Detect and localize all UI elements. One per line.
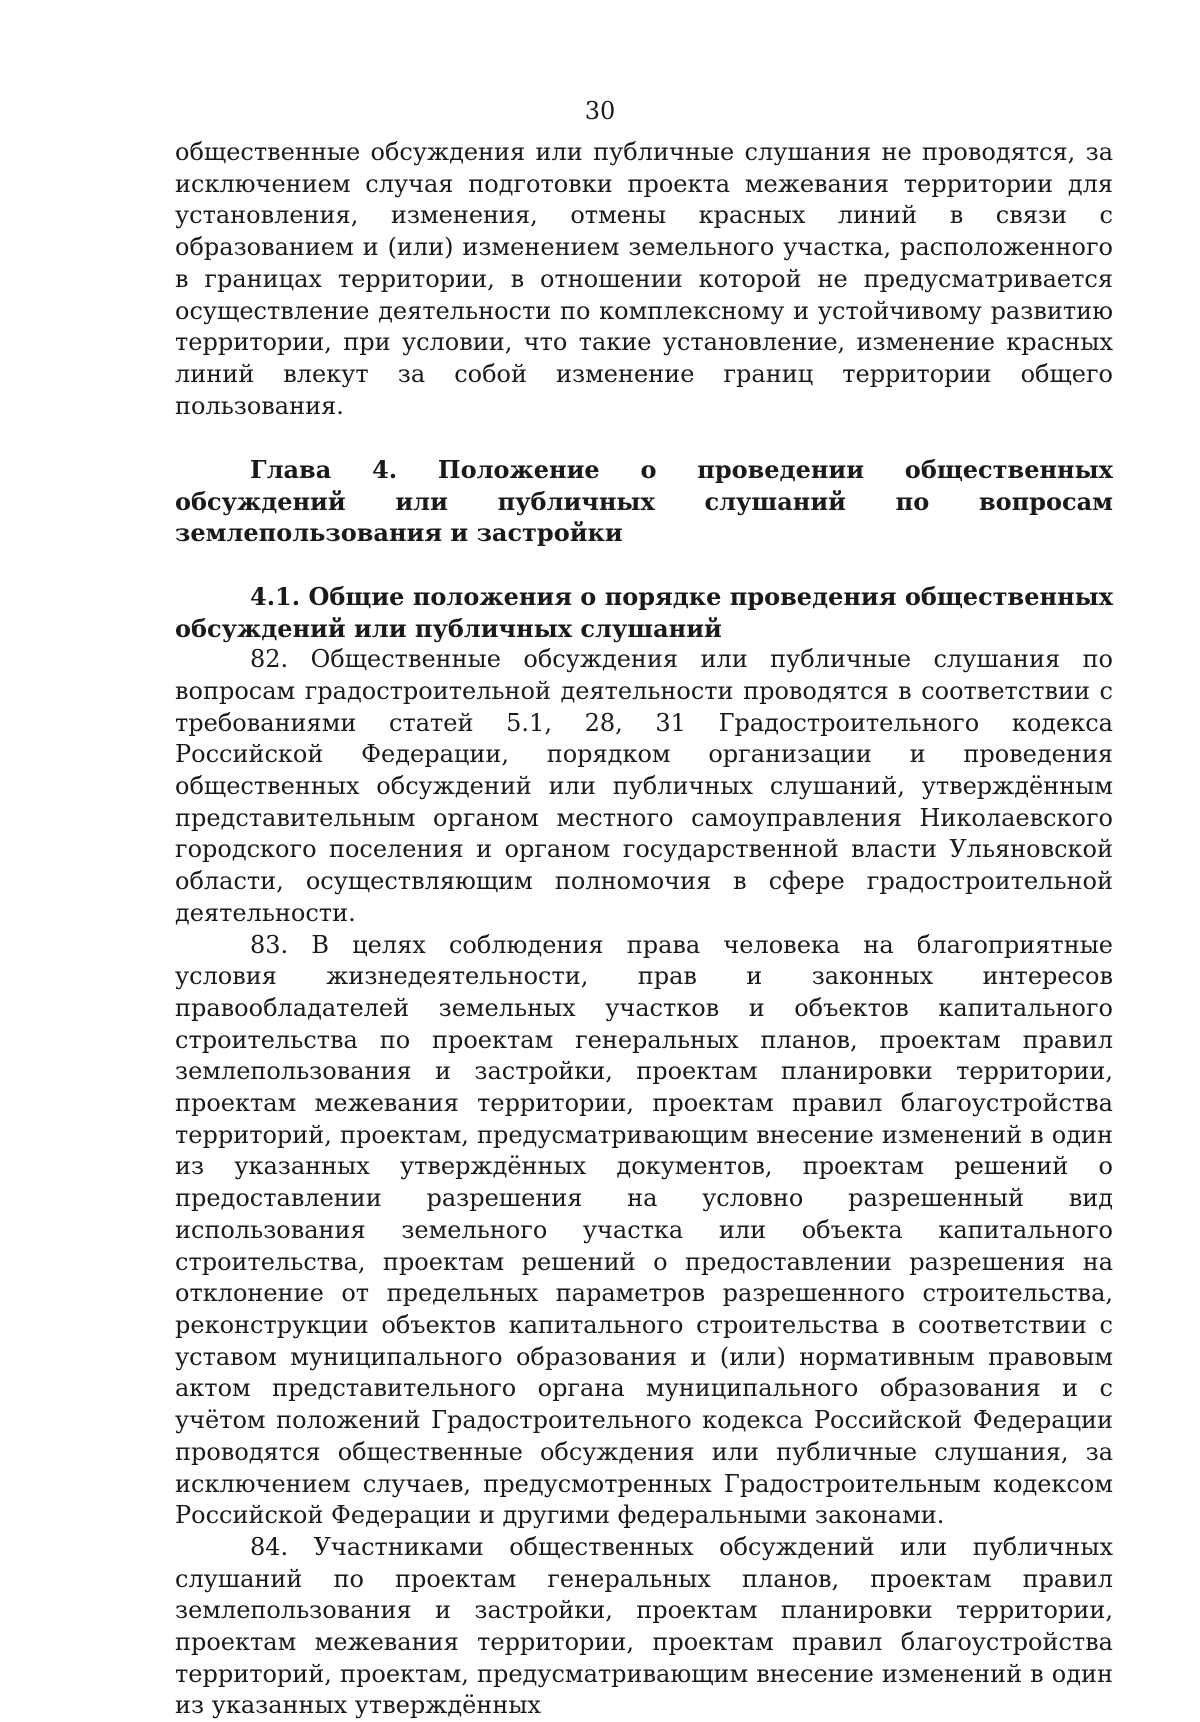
- paragraph-83: 83. В целях соблюдения права человека на благоприятные условия жизнедеятельности, прав и законных интересов правообладателей земельных участков и объектов капитального строительства по проектам генеральных планов, проектам правил землепользования и застройки, проектам планировки территории, проектам межевания территории, проектам правил благоустройства территорий, проектам, предусматривающим внесение изменений в один из указанных утверждённых документов, проектам решений о предоставлении разрешения на условно разрешенный вид использования земельного участка или объекта капитального строительства, проектам решений о предоставлении разрешения на отклонение от предельных параметров разрешенного строительства, реконструкции объектов капитального строительства в соответствии с уставом муниципального образования и (или) нормативным правовым актом представительного органа муниципального образования и с учётом положений Градостроительного кодекса Российской Федерации проводятся общественные обсуждения или публичные слушания, за исключением случаев, предусмотренных Градостроительным кодексом Российской Федерации и другими федеральными законами.: [175, 930, 1113, 1530]
- page-number: 30: [584, 97, 616, 125]
- paragraph-82: 82. Общественные обсуждения или публичные слушания по вопросам градостроительной деятельности проводятся в соответствии с требованиями статей 5.1, 28, 31 Градостроительного кодекса Российской Федерации, порядком организации и проведения общественных обсуждений или публичных слушаний, утверждённым представительным органом местного самоуправления Николаевского городского поселения и органом государственной власти Ульяновской области, осуществляющим полномочия в сфере градостроительной деятельности.: [175, 645, 1113, 927]
- spacer: [175, 549, 1113, 581]
- paragraph-84: 84. Участниками общественных обсуждений или публичных слушаний по проектам генеральных планов, проектам правил землепользования и застройки, проектам планировки территории, проектам межевания территории, проектам правил благоустройства территорий, проектам, предусматривающим внесение изменений в один из указанных утверждённых: [175, 1532, 1113, 1720]
- spacer: [175, 422, 1113, 454]
- intro-paragraph: общественные обсуждения или публичные слушания не проводятся, за исключением случая подготовки проекта межевания территории для установления, изменения, отмены красных линий в связи с образованием и (или) изменением земельного участка, расположенного в границах территории, в отношении которой не предусматривается осуществление деятельности по комплексному и устойчивому развитию территории, при условии, что такие установление, изменение красных линий влекут за собой изменение границ территории общего пользования.: [175, 138, 1113, 420]
- chapter-heading: Глава 4. Положение о проведении общественных обсуждений или публичных слушаний по вопросам землепользования и застройки: [175, 455, 1113, 548]
- document-body: [175, 137, 1113, 1722]
- section-heading: 4.1. Общие положения о порядке проведения общественных обсуждений или публичных слушаний: [175, 581, 1113, 643]
